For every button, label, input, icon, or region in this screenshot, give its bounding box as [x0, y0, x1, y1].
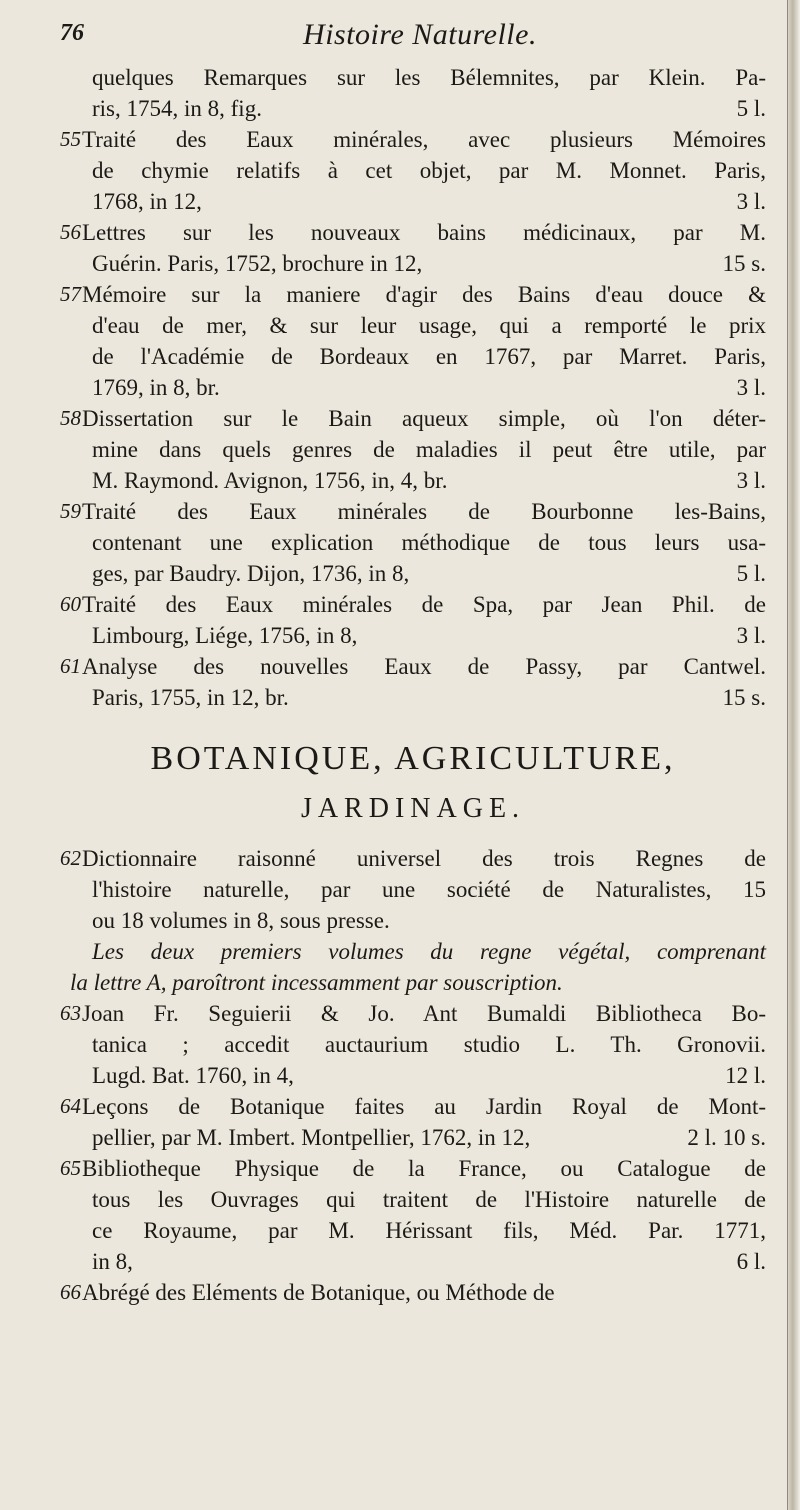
catalogue-entry — [60, 843, 766, 998]
entry-line-text: Joan Fr. Seguierii & Jo. Ant Bumaldi Bibliotheca Bo- — [82, 1001, 766, 1026]
entry-line-text: pellier, par M. Imbert. Montpellier, 1762, in 12, — [92, 1125, 531, 1150]
entry-line — [60, 1122, 766, 1153]
entry-price: 15 s. — [722, 251, 766, 276]
entry-line — [60, 372, 766, 403]
page-edge — [787, 0, 800, 1510]
entry-line — [60, 651, 766, 682]
entry-line-text: tanica ; accedit auctaurium studio L. Th. Gronovii. — [92, 1032, 766, 1057]
entry-line — [60, 874, 766, 905]
entry-number: 62 — [60, 846, 81, 870]
entry-line-text: 1769, in 8, br. — [92, 375, 220, 400]
entry-line — [60, 465, 766, 496]
entry-line-text: quelques Remarques sur les Bélemnites, par Klein. Pa- — [92, 65, 766, 90]
entry-price: 12 l. — [725, 1063, 766, 1088]
catalogue-entry — [60, 589, 766, 651]
entry-line-text: l'histoire naturelle, par une société de Naturalistes, 15 — [92, 877, 766, 902]
entry-number: 65 — [60, 1156, 81, 1180]
running-title: Histoire Naturelle. — [303, 18, 537, 51]
entry-line-text: d'eau de mer, & sur leur usage, qui a remporté le prix — [92, 313, 766, 338]
catalogue-entry — [60, 279, 766, 403]
catalogue-entry — [60, 1277, 766, 1308]
entry-line — [60, 62, 766, 93]
catalogue-entry — [60, 496, 766, 589]
section-title: BOTANIQUE, AGRICULTURE, — [150, 740, 676, 777]
entry-line-text: Lettres sur les nouveaux bains médicinaux, par M. — [82, 220, 766, 245]
entry-line — [60, 1060, 766, 1091]
entry-line — [60, 155, 766, 186]
entry-line — [60, 310, 766, 341]
entry-line — [60, 1215, 766, 1246]
entry-line-text: Limbourg, Liége, 1756, in 8, — [92, 623, 358, 648]
entry-number: 57 — [60, 282, 81, 306]
entry-line — [60, 1184, 766, 1215]
entry-number: 63 — [60, 1001, 81, 1025]
catalogue-entry — [60, 651, 766, 713]
page-number: 76 — [60, 20, 84, 46]
entry-line — [60, 279, 766, 310]
entry-number: 59 — [60, 499, 81, 523]
entry-line — [60, 843, 766, 874]
entry-line-text: Dictionnaire raisonné universel des trois Regnes de — [82, 846, 766, 871]
entry-number: 60 — [60, 592, 81, 616]
entry-line-text: Bibliotheque Physique de la France, ou Catalogue de — [82, 1156, 766, 1181]
entry-price: 5 l. — [736, 96, 766, 121]
entry-line — [60, 589, 766, 620]
entry-line-text: Analyse des nouvelles Eaux de Passy, par Cantwel. — [82, 654, 766, 679]
catalogue-entry — [60, 62, 766, 124]
entry-price: 6 l. — [736, 1249, 766, 1274]
entry-price: 3 l. — [736, 623, 766, 648]
entry-line-text: Traité des Eaux minérales, avec plusieurs Mémoires — [82, 127, 766, 152]
entry-line-text: Traité des Eaux minérales de Spa, par Jean Phil. de — [82, 592, 766, 617]
entry-number: 66 — [60, 1280, 81, 1304]
entry-line — [60, 527, 766, 558]
entry-line — [60, 403, 766, 434]
entry-line — [60, 1277, 766, 1308]
entry-line — [60, 682, 766, 713]
entries-bottom — [60, 843, 766, 1308]
entries-top — [60, 62, 766, 713]
entry-line-text: Guérin. Paris, 1752, brochure in 12, — [92, 251, 423, 276]
entry-line-text: de chymie relatifs à cet objet, par M. Monnet. Paris, — [92, 158, 766, 183]
entry-line — [60, 124, 766, 155]
entry-line-text: tous les Ouvrages qui traitent de l'Histoire naturelle de — [92, 1187, 766, 1212]
catalogue-entry — [60, 1091, 766, 1153]
catalogue-entry — [60, 1153, 766, 1277]
entry-line — [60, 620, 766, 651]
catalogue-content — [60, 62, 766, 1308]
entry-line-text: ce Royaume, par M. Hérissant fils, Méd. Par. 1771, — [92, 1218, 766, 1243]
entry-line-text: Mémoire sur la maniere d'agir des Bains d'eau douce & — [82, 282, 766, 307]
entry-line — [60, 248, 766, 279]
entry-line-text: ou 18 volumes in 8, sous presse. — [92, 908, 390, 933]
entry-line — [60, 998, 766, 1029]
entry-number: 58 — [60, 406, 81, 430]
catalogue-entry — [60, 124, 766, 217]
entry-line-text: contenant une explication méthodique de tous leurs usa- — [92, 530, 766, 555]
entry-price: 2 l. 10 s. — [687, 1125, 766, 1150]
entry-line-text: ris, 1754, in 8, fig. — [92, 96, 262, 121]
entry-note-line: Les deux premiers volumes du regne végétal, comprenant — [92, 939, 766, 964]
entry-line-text: 1768, in 12, — [92, 189, 202, 214]
entry-line-text: ges, par Baudry. Dijon, 1736, in 8, — [92, 561, 410, 586]
entry-line-text: Traité des Eaux minérales de Bourbonne les-Bains, — [82, 499, 766, 524]
entry-line-text: Leçons de Botanique faites au Jardin Royal de Mont- — [82, 1094, 766, 1119]
entry-line — [60, 1153, 766, 1184]
entry-line-text: Dissertation sur le Bain aqueux simple, où l'on déter- — [82, 406, 766, 431]
entry-line — [60, 341, 766, 372]
catalogue-entry — [60, 998, 766, 1091]
entry-line-text: Lugd. Bat. 1760, in 4, — [92, 1063, 294, 1088]
entry-line-text: Abrégé des Eléments de Botanique, ou Méthode de — [82, 1280, 555, 1305]
catalogue-entry — [60, 403, 766, 496]
entry-line — [60, 496, 766, 527]
entry-note-line: la lettre A, paroîtront incessamment par souscription. — [70, 970, 563, 995]
entry-line — [60, 434, 766, 465]
entry-number: 64 — [60, 1094, 81, 1118]
section-subtitle: JARDINAGE. — [300, 793, 526, 824]
entry-line-text: de l'Académie de Bordeaux en 1767, par Marret. Paris, — [92, 344, 766, 369]
entry-line — [60, 93, 766, 124]
entry-line — [60, 217, 766, 248]
entry-line — [60, 558, 766, 589]
entry-line-text: Paris, 1755, in 12, br. — [92, 685, 289, 710]
entry-line — [60, 905, 766, 936]
entry-price: 3 l. — [736, 375, 766, 400]
entry-line — [60, 1091, 766, 1122]
entry-price: 15 s. — [722, 685, 766, 710]
entry-price: 3 l. — [736, 468, 766, 493]
entry-price: 3 l. — [736, 189, 766, 214]
page-header — [60, 14, 780, 54]
entry-line — [60, 186, 766, 217]
entry-line-text: mine dans quels genres de maladies il peut être utile, par — [92, 437, 766, 462]
entry-line — [60, 1246, 766, 1277]
catalogue-entry — [60, 217, 766, 279]
entry-number: 55 — [60, 127, 81, 151]
entry-price: 5 l. — [736, 561, 766, 586]
entry-number: 61 — [60, 654, 81, 678]
entry-line-text: M. Raymond. Avignon, 1756, in, 4, br. — [92, 468, 448, 493]
entry-number: 56 — [60, 220, 81, 244]
entry-line-text: in 8, — [92, 1249, 133, 1274]
entry-line — [60, 1029, 766, 1060]
